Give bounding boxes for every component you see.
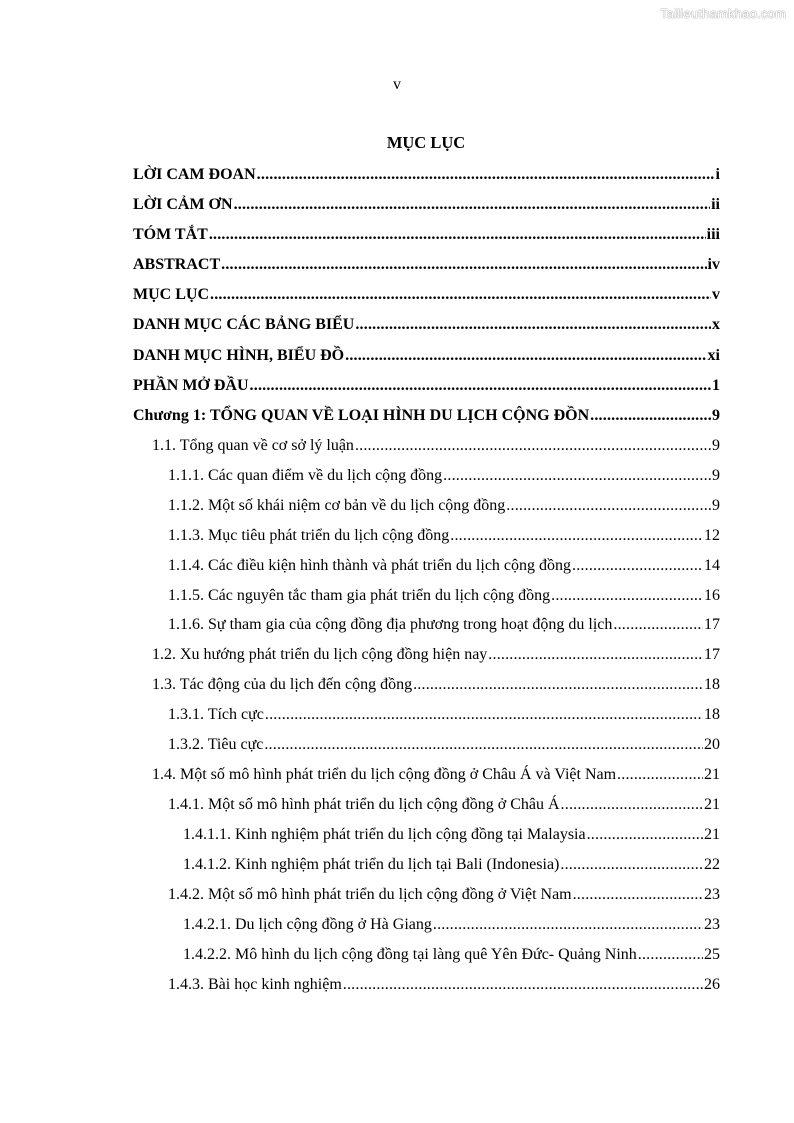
toc-entry-page: xi bbox=[707, 346, 720, 364]
toc-entry-label: 1.4. Một số mô hình phát triển du lịch cộng đồng ở Châu Á và Việt Nam bbox=[152, 766, 617, 784]
dot-leader bbox=[450, 521, 703, 551]
dot-leader bbox=[488, 640, 703, 670]
toc-entry-label: LỜI CẢM ƠN bbox=[133, 196, 233, 214]
dot-leader bbox=[264, 730, 703, 760]
toc-entry-page: 17 bbox=[704, 646, 720, 664]
toc-entry-label: 1.4.2.2. Mô hình du lịch cộng đồng tại làng quê Yên Đức- Quảng Ninh bbox=[183, 945, 637, 963]
toc-entry[interactable] bbox=[133, 700, 720, 730]
watermark: Tailieuthamkhao.com bbox=[660, 6, 786, 21]
toc-entry[interactable] bbox=[133, 790, 720, 820]
toc-entry-label: 1.4.1.2. Kinh nghiệm phát triển du lịch tại Bali (Indonesia) bbox=[183, 855, 560, 873]
dot-leader bbox=[257, 160, 715, 190]
dot-leader bbox=[210, 280, 711, 310]
toc-entry-label: 1.3.1. Tích cực bbox=[168, 706, 264, 724]
toc-entry-page: 22 bbox=[704, 855, 720, 873]
toc-entry-label: 1.1.5. Các nguyên tắc tham gia phát triển du lịch cộng đồng bbox=[168, 586, 551, 604]
toc-entry[interactable] bbox=[133, 880, 720, 910]
toc-entry-label: TÓM TẮT bbox=[133, 226, 208, 244]
toc-entry[interactable] bbox=[133, 401, 720, 431]
dot-leader bbox=[265, 700, 703, 730]
dot-leader bbox=[443, 461, 711, 491]
toc-entry[interactable] bbox=[133, 521, 720, 551]
toc-entry-label: 1.1.3. Mục tiêu phát triển du lịch cộng đồng bbox=[168, 526, 450, 544]
toc-entry[interactable] bbox=[133, 491, 720, 521]
toc-entry-page: 20 bbox=[704, 736, 720, 754]
page-number: v bbox=[393, 76, 401, 93]
toc-entry-page: 18 bbox=[704, 676, 720, 694]
toc-entry-label: 1.3. Tác động của du lịch đến cộng đồng bbox=[152, 676, 413, 694]
dot-leader bbox=[590, 401, 711, 431]
toc-entry-page: 17 bbox=[704, 616, 720, 634]
toc-entry[interactable] bbox=[133, 250, 720, 280]
toc-entry-label: Chương 1: TỔNG QUAN VỀ LOẠI HÌNH DU LỊCH CỘNG ĐỒN bbox=[133, 406, 590, 424]
dot-leader bbox=[221, 250, 706, 280]
toc-entry-label: 1.1. Tổng quan về cơ sở lý luận bbox=[152, 436, 354, 454]
dot-leader bbox=[433, 910, 703, 940]
toc-entry[interactable] bbox=[133, 910, 720, 940]
toc-entry[interactable] bbox=[133, 160, 720, 190]
dot-leader bbox=[355, 310, 711, 340]
toc-entry-page: 9 bbox=[712, 466, 720, 484]
toc-entry[interactable] bbox=[133, 551, 720, 581]
toc-entry-label: 1.4.3. Bài học kinh nghiệm bbox=[168, 975, 342, 993]
toc-entry[interactable] bbox=[133, 820, 720, 850]
toc-entry-label: 1.1.1. Các quan điểm về du lịch cộng đồng bbox=[168, 466, 443, 484]
dot-leader bbox=[587, 820, 703, 850]
toc-entry-page: 21 bbox=[704, 796, 720, 814]
toc-entry-label: 1.1.4. Các điều kiện hình thành và phát triển du lịch cộng đồng bbox=[168, 556, 572, 574]
dot-leader bbox=[551, 581, 703, 611]
toc-entry-page: 14 bbox=[704, 556, 720, 574]
toc-entry[interactable] bbox=[133, 640, 720, 670]
toc-entry[interactable] bbox=[133, 371, 720, 401]
dot-leader bbox=[234, 190, 711, 220]
toc-entry-page: 21 bbox=[704, 766, 720, 784]
toc-entry-page: v bbox=[712, 286, 720, 304]
toc-entry[interactable] bbox=[133, 190, 720, 220]
toc-entry[interactable] bbox=[133, 280, 720, 310]
toc-entry[interactable] bbox=[133, 850, 720, 880]
toc-entry-page: iv bbox=[707, 256, 720, 274]
toc-entry[interactable] bbox=[133, 940, 720, 970]
dot-leader bbox=[250, 371, 711, 401]
toc-entry-page: 9 bbox=[712, 406, 720, 424]
toc-entry-page: 12 bbox=[704, 526, 720, 544]
toc-entry-page: 18 bbox=[704, 706, 720, 724]
toc-entry-page: i bbox=[715, 166, 720, 183]
dot-leader bbox=[572, 551, 703, 581]
toc-entry-label: 1.4.2.1. Du lịch cộng đồng ở Hà Giang bbox=[183, 915, 432, 933]
toc-entry-label: 1.2. Xu hướng phát triển du lịch cộng đồng hiện nay bbox=[152, 646, 488, 664]
toc-entry[interactable] bbox=[133, 970, 720, 1000]
toc-entry[interactable] bbox=[133, 431, 720, 461]
toc-entry-label: MỤC LỤC bbox=[133, 286, 209, 304]
toc-entry[interactable] bbox=[133, 310, 720, 340]
toc-entry-page: 9 bbox=[712, 436, 720, 454]
dot-leader bbox=[573, 880, 703, 910]
dot-leader bbox=[345, 341, 706, 371]
toc-entry-label: PHẦN MỞ ĐẦU bbox=[133, 376, 249, 394]
toc-entry-page: x bbox=[712, 316, 720, 334]
toc-entry-page: 16 bbox=[704, 586, 720, 604]
toc-entry-label: 1.3.2. Tiêu cực bbox=[168, 736, 264, 754]
table-of-contents bbox=[133, 160, 720, 1000]
toc-entry-label: 1.4.1.1. Kinh nghiệm phát triển du lịch cộng đồng tại Malaysia bbox=[183, 826, 586, 844]
dot-leader bbox=[560, 850, 703, 880]
toc-entry-label: 1.1.2. Một số khái niệm cơ bản về du lịch cộng đồng bbox=[168, 496, 506, 514]
dot-leader bbox=[413, 670, 703, 700]
dot-leader bbox=[617, 760, 703, 790]
toc-entry[interactable] bbox=[133, 581, 720, 611]
dot-leader bbox=[355, 431, 711, 461]
toc-entry[interactable] bbox=[133, 670, 720, 700]
dot-leader bbox=[613, 610, 703, 640]
toc-entry[interactable] bbox=[133, 461, 720, 491]
dot-leader bbox=[343, 970, 703, 1000]
page-title: MỤC LỤC bbox=[386, 133, 466, 152]
toc-entry-page: iii bbox=[706, 226, 720, 244]
dot-leader bbox=[638, 940, 703, 970]
toc-entry-label: ABSTRACT bbox=[133, 256, 221, 274]
toc-entry-label: 1.4.2. Một số mô hình phát triển du lịch cộng đồng ở Việt Nam bbox=[168, 885, 572, 903]
toc-entry[interactable] bbox=[133, 760, 720, 790]
toc-entry[interactable] bbox=[133, 220, 720, 250]
toc-entry-label: LỜI CAM ĐOAN bbox=[133, 166, 256, 183]
toc-entry-page: ii bbox=[711, 196, 720, 214]
toc-entry-page: 26 bbox=[704, 975, 720, 993]
toc-entry-page: 23 bbox=[704, 885, 720, 903]
dot-leader bbox=[506, 491, 711, 521]
toc-entry-label: 1.1.6. Sự tham gia của cộng đồng địa phương trong hoạt động du lịch bbox=[168, 616, 613, 634]
toc-entry[interactable] bbox=[133, 341, 720, 371]
toc-entry[interactable] bbox=[133, 730, 720, 760]
toc-entry-page: 1 bbox=[712, 376, 720, 394]
toc-entry-page: 9 bbox=[712, 496, 720, 514]
toc-entry-page: 25 bbox=[704, 945, 720, 963]
toc-entry-label: DANH MỤC CÁC BẢNG BIỂU bbox=[133, 316, 355, 334]
toc-entry-page: 21 bbox=[704, 826, 720, 844]
toc-entry-page: 23 bbox=[704, 915, 720, 933]
toc-entry-label: 1.4.1. Một số mô hình phát triển du lịch cộng đồng ở Châu Á bbox=[168, 796, 560, 814]
dot-leader bbox=[209, 220, 706, 250]
toc-entry[interactable] bbox=[133, 610, 720, 640]
toc-entry-label: DANH MỤC HÌNH, BIỂU ĐỒ bbox=[133, 346, 345, 364]
dot-leader bbox=[561, 790, 703, 820]
